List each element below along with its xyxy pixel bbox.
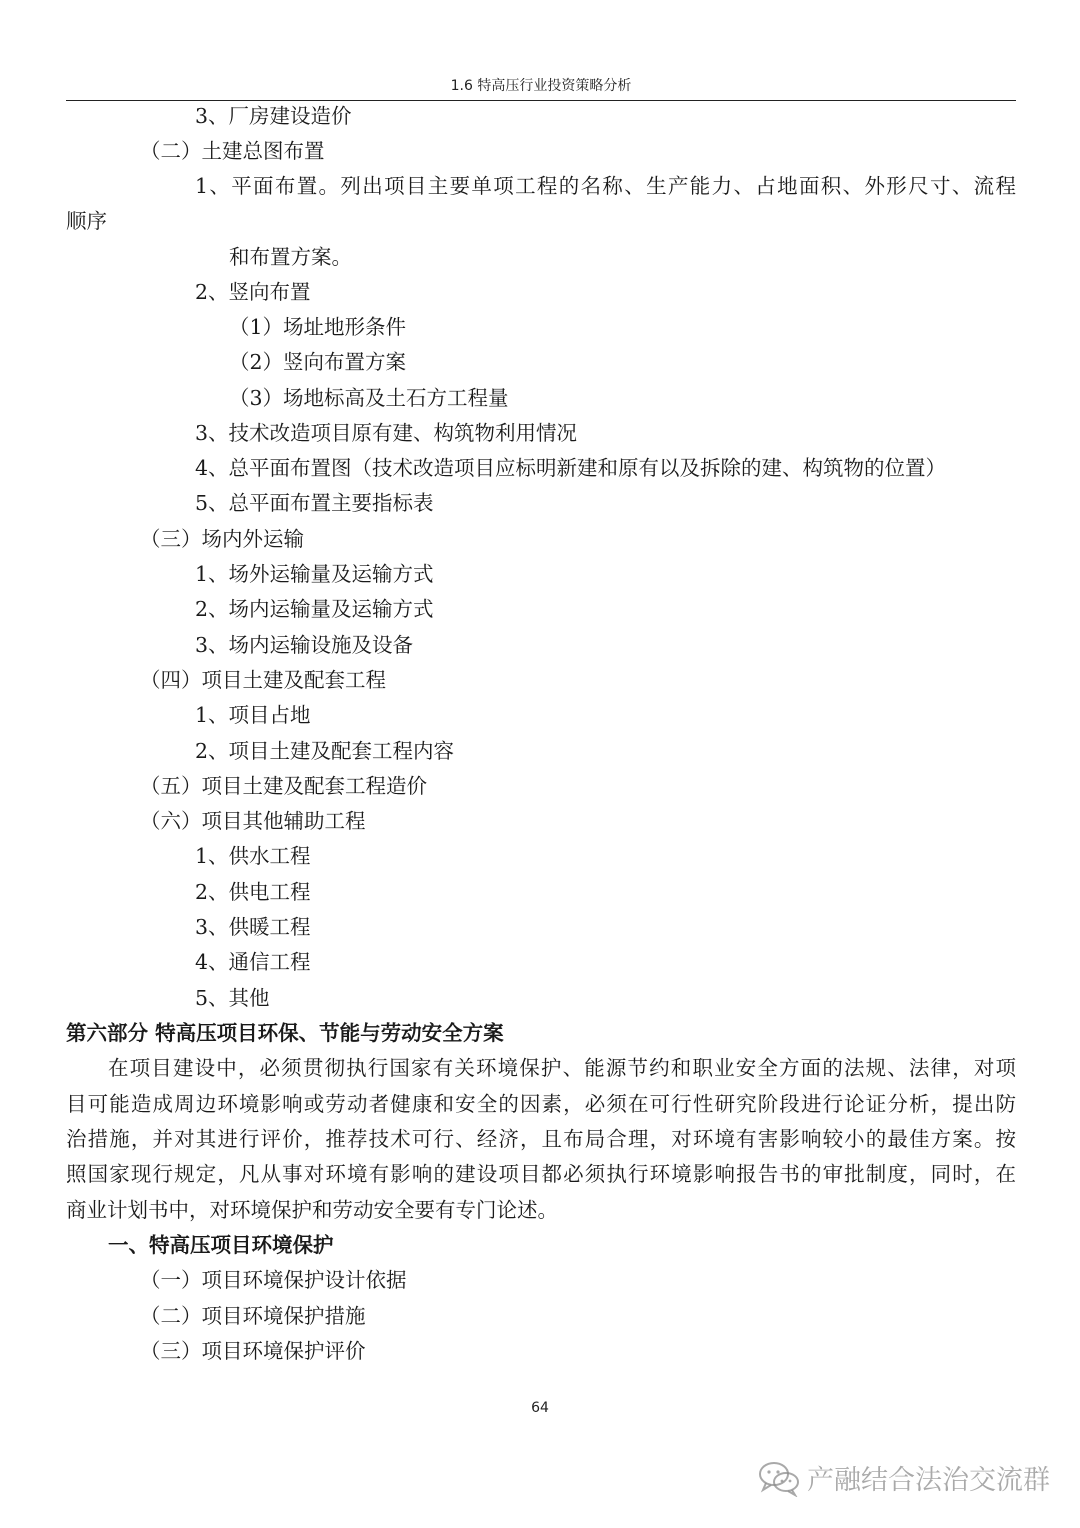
outline-item-continuation: 顺序 — [66, 209, 107, 233]
outline-item: 2、供电工程 — [195, 880, 311, 904]
chapter-heading: 一、特高压项目环境保护 — [108, 1233, 334, 1257]
outline-item: 5、其他 — [195, 986, 270, 1010]
outline-item: 2、竖向布置 — [195, 280, 311, 304]
outline-item: 1、供水工程 — [195, 844, 311, 868]
outline-item: 3、厂房建设造价 — [195, 104, 352, 128]
section-heading: （一）项目环境保护设计依据 — [140, 1268, 407, 1292]
section-heading: （五）项目土建及配套工程造价 — [140, 774, 427, 798]
section-heading: （六）项目其他辅助工程 — [140, 809, 366, 833]
outline-subitem: （1）场址地形条件 — [229, 315, 407, 339]
outline-item: 3、供暖工程 — [195, 915, 311, 939]
wechat-chat-icon — [757, 1459, 801, 1497]
outline-item: 2、场内运输量及运输方式 — [195, 597, 434, 621]
outline-item: 3、场内运输设施及设备 — [195, 633, 414, 657]
outline-item: 1、平面布置。列出项目主要单项工程的名称、生产能力、占地面积、外形尺寸、流程 — [195, 174, 1016, 198]
paragraph-line: 照国家现行规定，凡从事对环境有影响的建设项目都必须执行环境影响报告书的审批制度，同时，在 — [66, 1162, 1016, 1186]
outline-item: 5、总平面布置主要指标表 — [195, 491, 434, 515]
section-heading: （三）场内外运输 — [140, 527, 304, 551]
outline-item: 2、项目土建及配套工程内容 — [195, 739, 455, 763]
watermark-text: 产融结合法治交流群 — [807, 1465, 1050, 1496]
outline-item: 1、场外运输量及运输方式 — [195, 562, 434, 586]
outline-item: 3、技术改造项目原有建、构筑物利用情况 — [195, 421, 578, 445]
outline-item-continuation: 和布置方案。 — [229, 245, 352, 269]
outline-item: 4、通信工程 — [195, 950, 311, 974]
header-rule — [66, 100, 1016, 101]
running-header: 1.6 特高压行业投资策略分析 — [450, 78, 632, 94]
watermark — [757, 1458, 1050, 1497]
outline-item: 4、总平面布置图（技术改造项目应标明新建和原有以及拆除的建、构筑物的位置） — [195, 456, 947, 480]
paragraph-line: 治措施，并对其进行评价，推荐技术可行、经济，且布局合理，对环境有害影响较小的最佳方案。按 — [66, 1127, 1016, 1151]
section-heading: （二）土建总图布置 — [140, 139, 325, 163]
section-heading: （二）项目环境保护措施 — [140, 1304, 366, 1328]
part-heading: 第六部分 特高压项目环保、节能与劳动安全方案 — [66, 1021, 504, 1045]
outline-subitem: （3）场地标高及土石方工程量 — [229, 386, 509, 410]
outline-subitem: （2）竖向布置方案 — [229, 350, 407, 374]
paragraph-line: 在项目建设中，必须贯彻执行国家有关环境保护、能源节约和职业安全方面的法规、法律，对项 — [108, 1056, 1016, 1080]
section-heading: （三）项目环境保护评价 — [140, 1339, 366, 1363]
page-number: 64 — [531, 1400, 549, 1416]
paragraph-line: 商业计划书中，对环境保护和劳动安全要有专门论述。 — [66, 1198, 558, 1222]
section-heading: （四）项目土建及配套工程 — [140, 668, 386, 692]
outline-item: 1、项目占地 — [195, 703, 311, 727]
paragraph-line: 目可能造成周边环境影响或劳动者健康和安全的因素，必须在可行性研究阶段进行论证分析，提出防 — [66, 1092, 1016, 1116]
